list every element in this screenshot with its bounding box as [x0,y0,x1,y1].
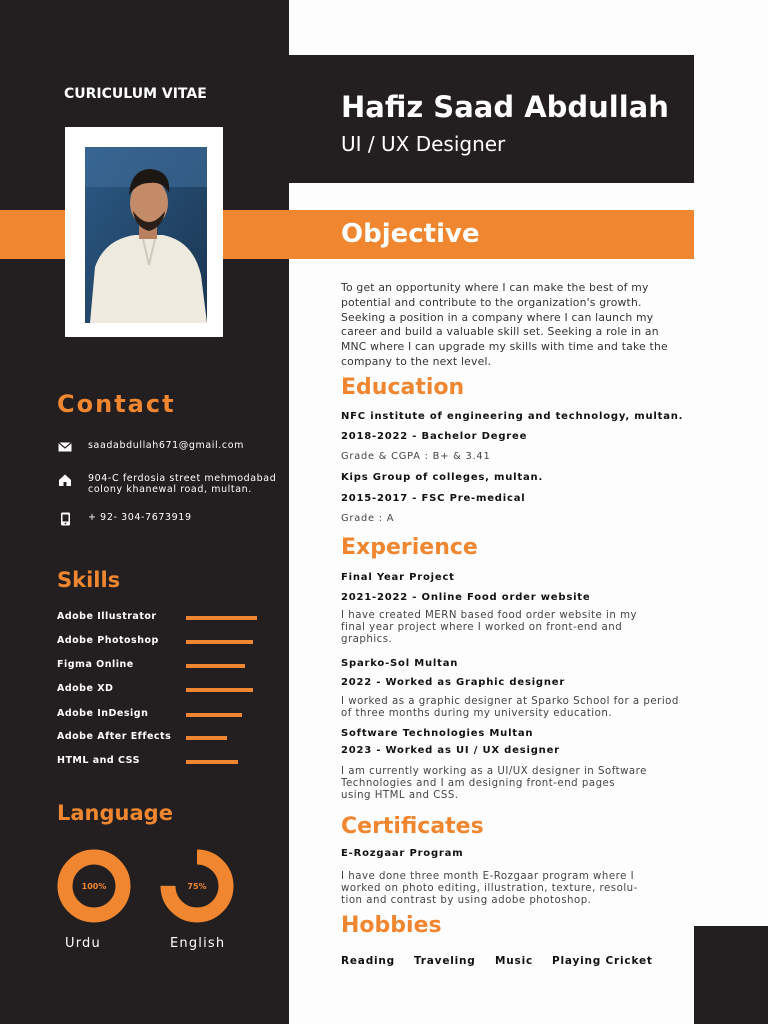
role-title: UI / UX Designer [341,132,506,156]
skill-name: HTML and CSS [57,755,140,766]
experience-org: Software Technologies Multan [341,728,534,739]
skill-row [57,731,267,743]
certificate-desc [341,871,638,906]
skill-name: Figma Online [57,659,134,670]
language-heading: Language [57,801,173,825]
experience-desc-line: using HTML and CSS. [341,789,459,801]
objective-line: To get an opportunity where I can make the best of my [341,281,649,294]
skill-level-bar [186,640,253,644]
certificate-program: E-Rozgaar Program [341,848,464,859]
education-heading: Education [341,375,465,400]
skill-level-bar [186,664,245,668]
education-institution: Kips Group of colleges, multan. [341,472,544,483]
certificates-heading: Certificates [341,814,484,839]
experience-desc-line: final year project where I worked on front-end and [341,621,623,633]
language-ring [56,848,132,924]
certificate-desc-line: tion and contrast by using adobe photoshop. [341,894,592,906]
skill-row [57,683,267,695]
objective-text [341,281,693,370]
hobby-item: Music [495,955,533,967]
certificate-desc-line: I have done three month E-Rozgaar program where I [341,871,635,882]
education-grade: Grade & CGPA : B+ & 3.41 [341,451,491,462]
objective-line: company to the next level. [341,354,492,368]
skill-level-bar [186,760,238,764]
education-period: 2015-2017 - FSC Pre-medical [341,493,526,504]
objective-line: MNC where I can upgrade my skills with time and take the [341,340,668,354]
phone-icon [58,512,72,526]
education-period: 2018-2022 - Bachelor Degree [341,431,528,442]
email-text: saadabdullah671@gmail.com [88,440,244,451]
skill-row [57,755,267,767]
experience-heading: Experience [341,535,478,560]
hobby-item: Playing Cricket [552,955,653,967]
skill-row [57,708,267,720]
contact-heading: Contact [57,390,176,418]
experience-period: 2021-2022 - Online Food order website [341,592,591,603]
skill-name: Adobe Illustrator [57,611,157,622]
experience-period: 2023 - Worked as UI / UX designer [341,745,560,756]
hobby-item: Reading [341,955,395,967]
experience-desc-line: of three months during my university education. [341,707,613,719]
experience-desc [341,610,637,645]
language-percent: 75% [187,882,207,891]
skill-row [57,659,267,671]
name-title: Hafiz Saad Abdullah [341,90,669,124]
experience-desc-line: I have created MERN based food order website in my [341,610,638,621]
mail-icon [58,440,72,454]
skill-name: Adobe InDesign [57,708,149,719]
objective-line: career and build a valuable skill set. Seeking a role in an [341,325,659,339]
language-name: Urdu [65,936,101,951]
profile-photo-frame [65,127,223,337]
objective-heading: Objective [341,219,480,249]
address-text [88,473,298,495]
experience-period: 2022 - Worked as Graphic designer [341,677,566,688]
home-icon [58,473,72,487]
experience-desc-line: graphics. [341,633,393,645]
language-name: English [170,936,226,951]
profile-photo [85,147,207,323]
experience-desc [341,766,647,801]
objective-line: Seeking a position in a company where I can launch my [341,310,654,324]
experience-desc-line: I am currently working as a UI/UX designer in Software [341,766,647,777]
skill-level-bar [186,616,257,620]
hobbies-heading: Hobbies [341,913,442,938]
corner-decoration [694,926,768,1024]
skill-level-bar [186,713,242,717]
experience-desc-line: I worked as a graphic designer at Sparko School for a period [341,696,679,707]
skill-row [57,635,267,647]
skill-level-bar [186,736,227,740]
address-line-2: colony khanewal road, multan. [88,484,252,495]
skill-name: Adobe Photoshop [57,635,159,646]
address-line-1: 904-C ferdosia street mehmodabad [88,473,277,484]
skills-heading: Skills [57,568,121,592]
cv-label: CURICULUM VITAE [64,86,207,102]
objective-line: potential and contribute to the organization's growth. [341,295,642,309]
experience-desc-line: Technologies and I am designing front-end pages [341,777,616,789]
education-grade: Grade : A [341,513,395,524]
experience-org: Sparko-Sol Multan [341,658,459,669]
skill-name: Adobe After Effects [57,731,172,742]
skill-level-bar [186,688,253,692]
skill-row [57,611,267,623]
education-institution: NFC institute of engineering and technology, multan. [341,411,684,422]
skill-name: Adobe XD [57,683,114,694]
certificate-desc-line: worked on photo editing, illustration, texture, resolu- [341,882,638,894]
hobby-item: Traveling [414,955,476,967]
experience-org: Final Year Project [341,572,455,583]
experience-desc [341,696,679,720]
language-percent: 100% [81,882,107,891]
phone-text: + 92- 304-7673919 [88,512,192,523]
language-ring [159,848,235,924]
